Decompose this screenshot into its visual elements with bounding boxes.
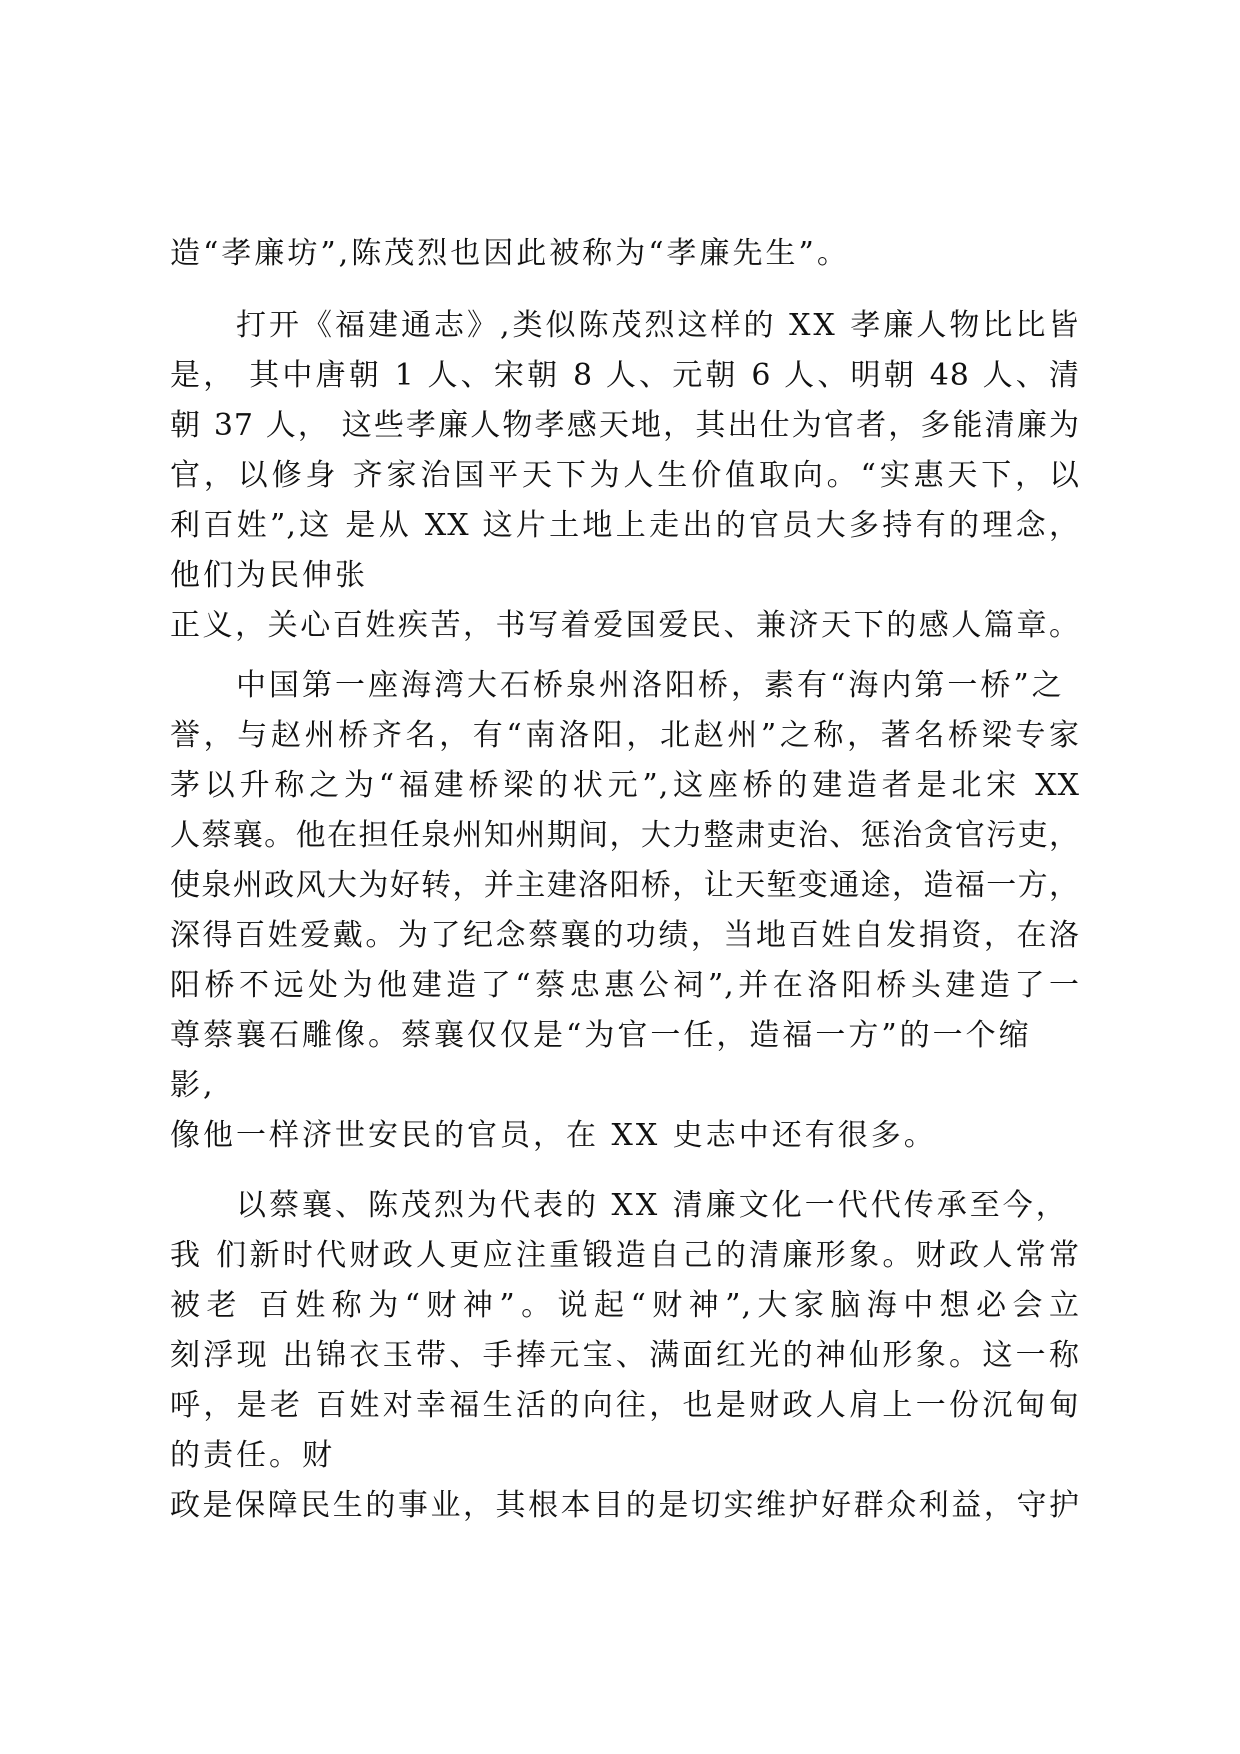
text-line-21: 被老 百姓称为“财神”。说起“财神”,大家脑海中想必会立 xyxy=(170,1288,1080,1323)
text-line-6: 利百姓”,这 是从 XX 这片土地上走出的官员大多持有的理念， xyxy=(170,508,1080,543)
text-line-9: 中国第一座海湾大石桥泉州洛阳桥，素有“海内第一桥”之 xyxy=(236,668,1065,703)
text-line-24: 的责任。财 xyxy=(170,1438,335,1473)
text-line-3: 是， 其中唐朝 1 人、宋朝 8 人、元朝 6 人、明朝 48 人、清 xyxy=(170,358,1080,393)
text-line-19: 以蔡襄、陈茂烈为代表的 XX 清廉文化一代代传承至今， xyxy=(236,1188,1069,1223)
text-line-14: 深得百姓爱戴。为了纪念蔡襄的功绩，当地百姓自发捐资，在洛 xyxy=(170,918,1080,953)
text-line-22: 刻浮现 出锦衣玉带、手捧元宝、满面红光的神仙形象。这一称 xyxy=(170,1338,1080,1373)
text-line-23: 呼，是老 百姓对幸福生活的向往，也是财政人肩上一份沉甸甸 xyxy=(170,1388,1080,1423)
text-line-10: 誉，与赵州桥齐名，有“南洛阳，北赵州”之称，著名桥梁专家 xyxy=(170,718,1080,753)
text-line-2: 打开《福建通志》,类似陈茂烈这样的 XX 孝廉人物比比皆 xyxy=(236,308,1082,343)
text-line-4: 朝 37 人， 这些孝廉人物孝感天地，其出仕为官者，多能清廉为 xyxy=(170,408,1080,443)
text-line-25: 政是保障民生的事业，其根本目的是切实维护好群众利益，守护 xyxy=(170,1488,1080,1523)
text-line-8: 正义，关心百姓疾苦，书写着爱国爱民、兼济天下的感人篇章。 xyxy=(170,608,1080,643)
text-line-12: 人蔡襄。他在担任泉州知州期间，大力整肃吏治、惩治贪官污吏， xyxy=(170,818,1080,853)
text-line-17: 影, xyxy=(170,1068,216,1103)
text-line-15: 阳桥不远处为他建造了“蔡忠惠公祠”,并在洛阳桥头建造了一 xyxy=(170,968,1080,1003)
text-line-1: 造“孝廉坊”,陈茂烈也因此被称为“孝廉先生”。 xyxy=(170,236,850,271)
text-line-5: 官，以修身 齐家治国平天下为人生价值取向。“实惠天下，以 xyxy=(170,458,1080,493)
text-line-13: 使泉州政风大为好转，并主建洛阳桥，让天堑变通途，造福一方， xyxy=(170,868,1080,903)
text-line-20: 我 们新时代财政人更应注重锻造自己的清廉形象。财政人常常 xyxy=(170,1238,1080,1273)
text-line-16: 尊蔡襄石雕像。蔡襄仅仅是“为官一任，造福一方”的一个缩 xyxy=(170,1018,1032,1053)
text-line-7: 他们为民伸张 xyxy=(170,558,368,593)
text-line-18: 像他一样济世安民的官员，在 XX 史志中还有很多。 xyxy=(170,1118,937,1153)
text-line-11: 茅以升称之为“福建桥梁的状元”,这座桥的建造者是北宋 XX xyxy=(170,768,1080,803)
